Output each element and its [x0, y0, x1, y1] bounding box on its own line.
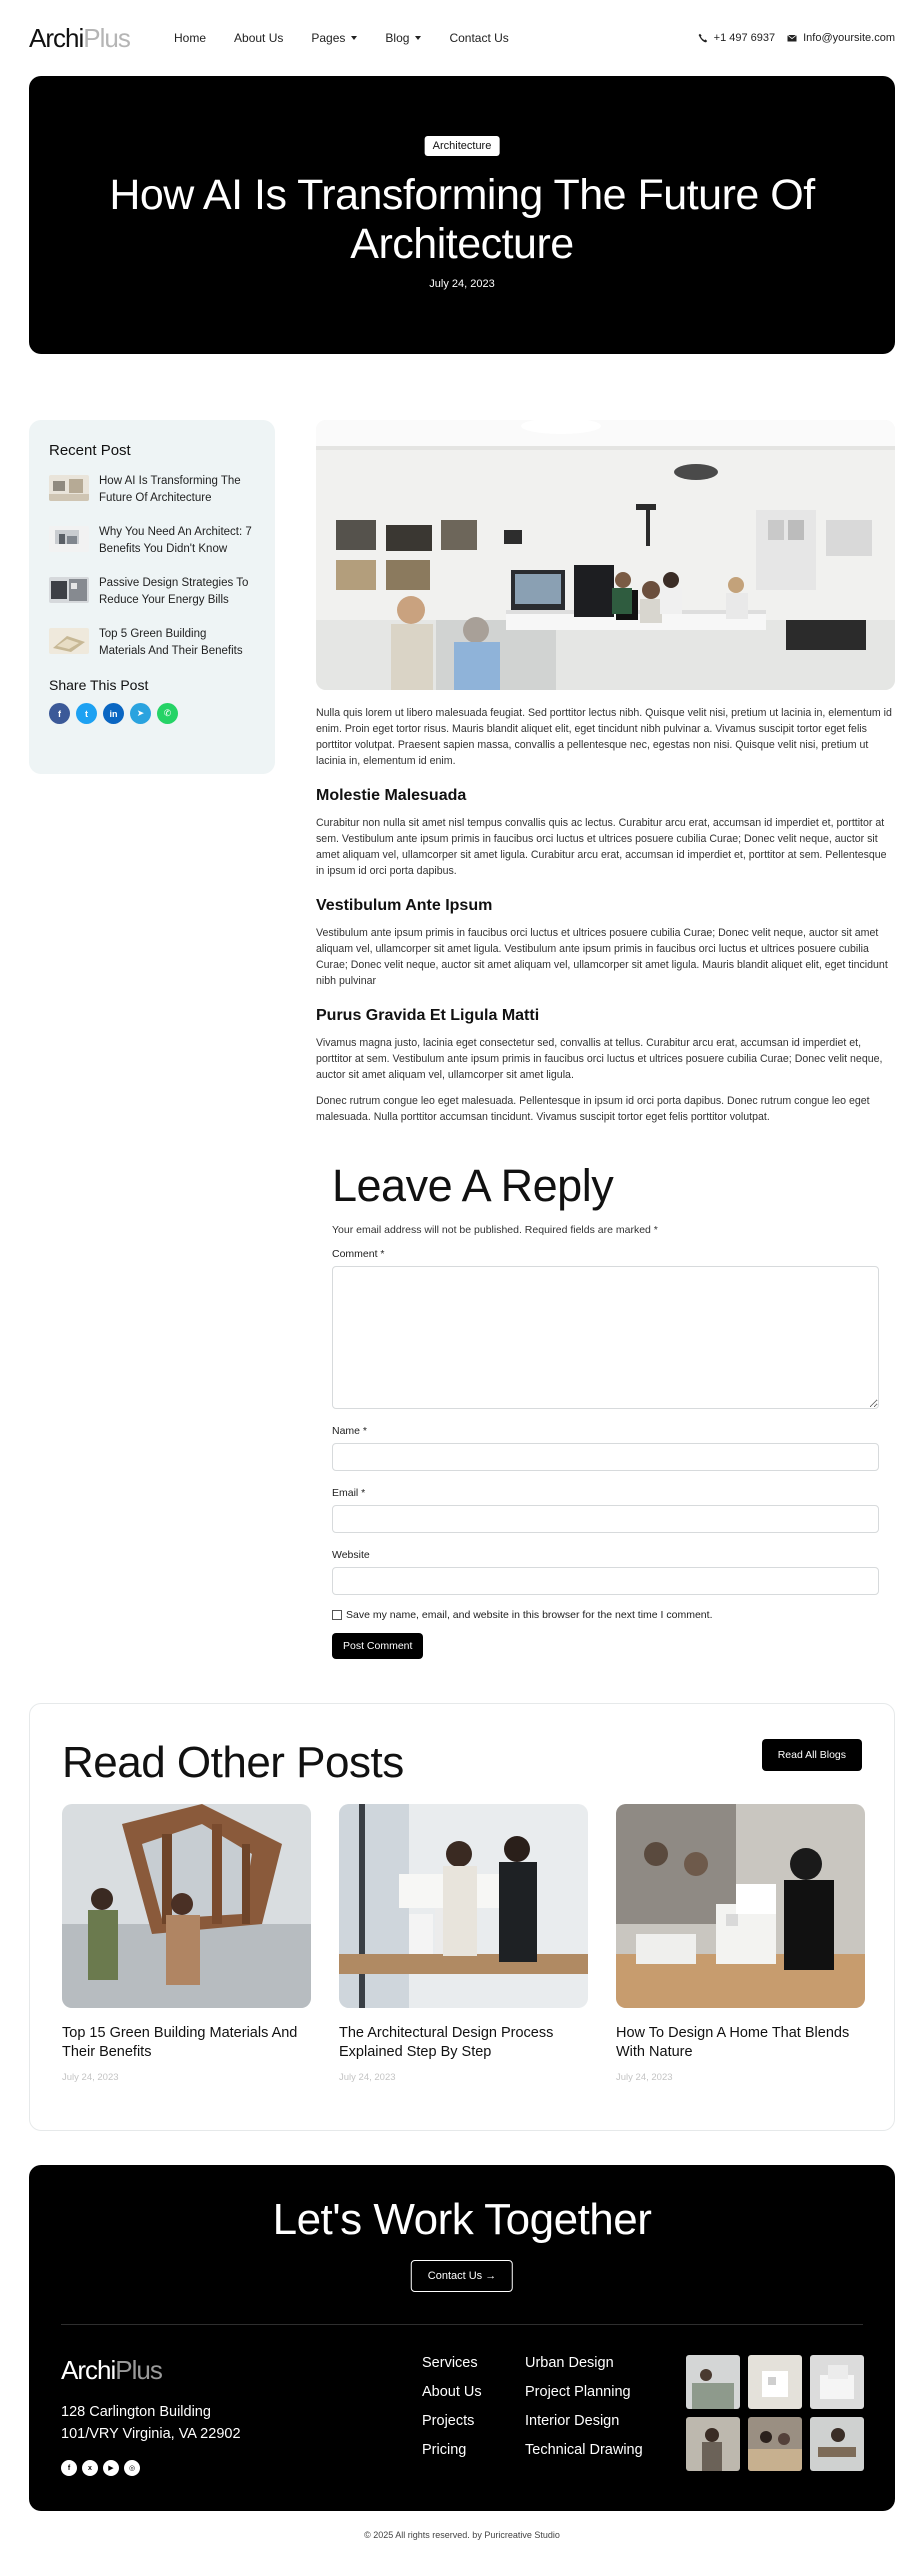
phone-icon	[698, 33, 708, 43]
post-paragraph: Vivamus magna justo, lacinia eget consectetur sed, convallis at tellus. Curabitur arcu erat, accumsan id imperdiet et, porttitor at sem. Vestibulum ante ipsum primis in faucibus orci luctus et ultrices posuere cubilia Curae; Donec velit neque, auctor sit amet aliquam vel, ullamcorper sit amet ligula.	[316, 1037, 883, 1081]
save-info-row	[332, 1609, 879, 1621]
post-sidebar	[29, 420, 275, 774]
header-contact	[698, 32, 895, 44]
nav-contact-label: Contact Us	[449, 31, 509, 45]
footer-link[interactable]: Technical Drawing	[525, 2442, 643, 2458]
header-email[interactable]	[787, 32, 895, 44]
footer-link[interactable]: Projects	[422, 2413, 475, 2429]
post-subheading: Molestie Malesuada	[316, 787, 467, 804]
post-card-image	[616, 1804, 865, 2008]
recent-post-item[interactable]	[49, 575, 255, 611]
footer-logo-main: Archi	[61, 2355, 116, 2385]
recent-post-item[interactable]	[49, 626, 255, 662]
share-title: Share This Post	[49, 677, 149, 693]
facebook-icon[interactable]: f	[61, 2460, 77, 2476]
main-nav	[174, 31, 537, 45]
post-card[interactable]	[339, 1804, 588, 2083]
post-card[interactable]	[616, 1804, 865, 2083]
nav-home[interactable]	[174, 31, 206, 45]
gallery-image[interactable]	[686, 2355, 740, 2409]
post-paragraph: Nulla quis lorem ut libero malesuada feugiat. Sed porttitor lectus nibh. Quisque velit nisi, pretium ut lacinia in, elementum id enim. Proin eget tortor risus. Mauris blandit aliquet elit, eget tincidunt nibh pulvinar a. Vivamus suscipit tortor eget felis porttitor volutpat. Praesent sapien massa, convallis a pellentesque nec, egestas non nisi. Quisque velit nisi, pretium ut lacinia in, elementum id enim.	[316, 707, 892, 767]
post-card-image	[62, 1804, 311, 2008]
email-label: Email *	[332, 1487, 366, 1499]
logo-accent: Plus	[83, 22, 130, 53]
share-buttons	[49, 703, 255, 724]
post-card[interactable]	[62, 1804, 311, 2083]
whatsapp-icon[interactable]: ✆	[157, 703, 178, 724]
address-line: 128 Carlington Building	[61, 2404, 211, 2420]
site-logo[interactable]	[29, 23, 174, 54]
footer-links-company	[422, 2355, 482, 2458]
post-paragraph: Donec rutrum congue leo eget malesuada. Pellentesque in ipsum id orci porta dapibus. Donec rutrum congue leo eget malesuada. Nulla porttitor accumsan tincidunt. Vivamus suscipit tortor eget felis porttitor volutpat.	[316, 1095, 870, 1123]
footer-logo[interactable]	[61, 2355, 162, 2386]
footer-social	[61, 2460, 140, 2476]
chevron-down-icon	[415, 36, 421, 40]
chevron-down-icon	[351, 36, 357, 40]
address-line: 101/VRY Virginia, VA 22902	[61, 2426, 241, 2442]
header-email-text: Info@yoursite.com	[803, 32, 895, 44]
recent-post-thumbnail	[49, 577, 89, 603]
nav-about-label: About Us	[234, 31, 284, 45]
website-field[interactable]	[332, 1567, 879, 1595]
other-posts-section	[29, 1703, 895, 2131]
post-card-date: July 24, 2023	[62, 2072, 119, 2083]
recent-post-title: Recent Post	[49, 442, 131, 459]
post-featured-image	[316, 420, 895, 690]
youtube-icon[interactable]: ▶	[103, 2460, 119, 2476]
save-info-label: Save my name, email, and website in this browser for the next time I comment.	[346, 1609, 713, 1621]
logo-main: Archi	[29, 22, 84, 53]
header-phone-text: +1 497 6937	[713, 32, 776, 44]
footer-link[interactable]: Pricing	[422, 2442, 467, 2458]
footer-divider	[61, 2324, 863, 2325]
footer-link[interactable]: Interior Design	[525, 2413, 620, 2429]
recent-post-item[interactable]	[49, 524, 255, 560]
recent-post-item[interactable]	[49, 473, 255, 509]
name-field[interactable]	[332, 1443, 879, 1471]
gallery-image[interactable]	[810, 2417, 864, 2471]
post-paragraph: Vestibulum ante ipsum primis in faucibus orci luctus et ultrices posuere cubilia Curae; Donec velit neque, auctor sit amet aliquam vel, ullamcorper sit amet ligula. Vestibulum ante ipsum primis in faucibus orci luctus et ultrices posuere cubilia Curae; Donec velit neque, auctor sit amet aliquam vel, ullamcorper sit amet ligula. Mauris blandit aliquet elit, eget tincidunt nibh pulvinar	[316, 927, 888, 987]
other-posts-title: Read Other Posts	[62, 1738, 404, 1787]
twitter-icon[interactable]: t	[76, 703, 97, 724]
site-header	[0, 0, 924, 76]
facebook-icon[interactable]: f	[49, 703, 70, 724]
gallery-image[interactable]	[748, 2355, 802, 2409]
footer-link[interactable]: Urban Design	[525, 2355, 614, 2371]
header-phone[interactable]	[698, 32, 775, 44]
reply-note: Your email address will not be published. Required fields are marked *	[332, 1224, 658, 1236]
name-label: Name *	[332, 1425, 368, 1437]
copyright-text: © 2025 All rights reserved. by Puricreative Studio	[364, 2530, 560, 2540]
post-card-title[interactable]: The Architectural Design Process Explained Step By Step	[339, 2025, 554, 2060]
footer-address	[61, 2401, 241, 2445]
footer-link[interactable]: About Us	[422, 2384, 482, 2400]
cta-title: Let's Work Together	[272, 2195, 652, 2244]
gallery-image[interactable]	[686, 2417, 740, 2471]
post-subheading: Purus Gravida Et Ligula Matti	[316, 1007, 540, 1024]
post-comment-button[interactable]: Post Comment	[332, 1633, 423, 1659]
gallery-image[interactable]	[748, 2417, 802, 2471]
email-field[interactable]	[332, 1505, 879, 1533]
category-tag[interactable]: Architecture	[425, 136, 500, 156]
contact-us-button[interactable]: Contact Us →	[411, 2260, 513, 2292]
nav-pages[interactable]	[311, 31, 357, 45]
footer-gallery	[686, 2355, 864, 2471]
nav-contact[interactable]	[449, 31, 508, 45]
read-all-blogs-button[interactable]: Read All Blogs	[762, 1739, 862, 1771]
footer-link[interactable]: Services	[422, 2355, 478, 2371]
nav-blog-label: Blog	[385, 31, 410, 45]
post-card-date: July 24, 2023	[616, 2072, 673, 2083]
site-footer	[29, 2165, 895, 2511]
recent-post-link[interactable]: Why You Need An Architect: 7 Benefits You Didn't Know	[99, 526, 252, 555]
recent-post-thumbnail	[49, 628, 89, 654]
post-card-image	[339, 1804, 588, 2008]
nav-home-label: Home	[174, 31, 207, 45]
post-title: How AI Is Transforming The Future Of Architecture	[109, 171, 815, 268]
x-icon[interactable]: x	[82, 2460, 98, 2476]
footer-logo-accent: Plus	[115, 2355, 162, 2385]
post-card-date: July 24, 2023	[339, 2072, 396, 2083]
mail-icon	[787, 33, 797, 43]
recent-post-link[interactable]: Passive Design Strategies To Reduce Your Energy Bills	[99, 577, 249, 606]
post-card-title[interactable]: Top 15 Green Building Materials And Their Benefits	[62, 2025, 298, 2060]
nav-pages-label: Pages	[311, 31, 346, 45]
recent-post-thumbnail	[49, 526, 89, 552]
save-info-checkbox[interactable]	[332, 1610, 342, 1620]
instagram-icon[interactable]: ◎	[124, 2460, 140, 2476]
telegram-icon[interactable]: ➤	[130, 703, 151, 724]
nav-blog[interactable]	[385, 31, 421, 45]
comment-textarea[interactable]	[332, 1266, 879, 1409]
comment-label: Comment *	[332, 1248, 385, 1260]
comment-form	[332, 1160, 879, 1659]
footer-links-services	[525, 2355, 643, 2458]
recent-post-link[interactable]: Top 5 Green Building Materials And Their Benefits	[99, 628, 243, 657]
recent-post-thumbnail	[49, 475, 89, 501]
post-date: July 24, 2023	[429, 278, 495, 290]
post-subheading: Vestibulum Ante Ipsum	[316, 897, 493, 914]
post-card-title[interactable]: How To Design A Home That Blends With Nature	[616, 2025, 850, 2060]
reply-title: Leave A Reply	[332, 1160, 614, 1211]
footer-link[interactable]: Project Planning	[525, 2384, 631, 2400]
gallery-image[interactable]	[810, 2355, 864, 2409]
linkedin-icon[interactable]: in	[103, 703, 124, 724]
post-paragraph: Curabitur non nulla sit amet nisl tempus convallis quis ac lectus. Curabitur arcu erat, accumsan id imperdiet et, porttitor at sem. Vestibulum ante ipsum primis in faucibus orci luctus et ultrices posuere cubilia Curae; Donec velit neque, auctor sit amet aliquam vel, ullamcorper sit amet ligula. Curabitur arcu erat, accumsan id imperdiet et, porttitor at sem. Pellentesque in ipsum id orci porta dapibus.	[316, 817, 887, 877]
post-content	[316, 420, 895, 1125]
nav-about[interactable]	[234, 31, 283, 45]
website-label: Website	[332, 1549, 370, 1561]
post-hero	[29, 76, 895, 354]
recent-post-link[interactable]: How AI Is Transforming The Future Of Architecture	[99, 475, 241, 504]
